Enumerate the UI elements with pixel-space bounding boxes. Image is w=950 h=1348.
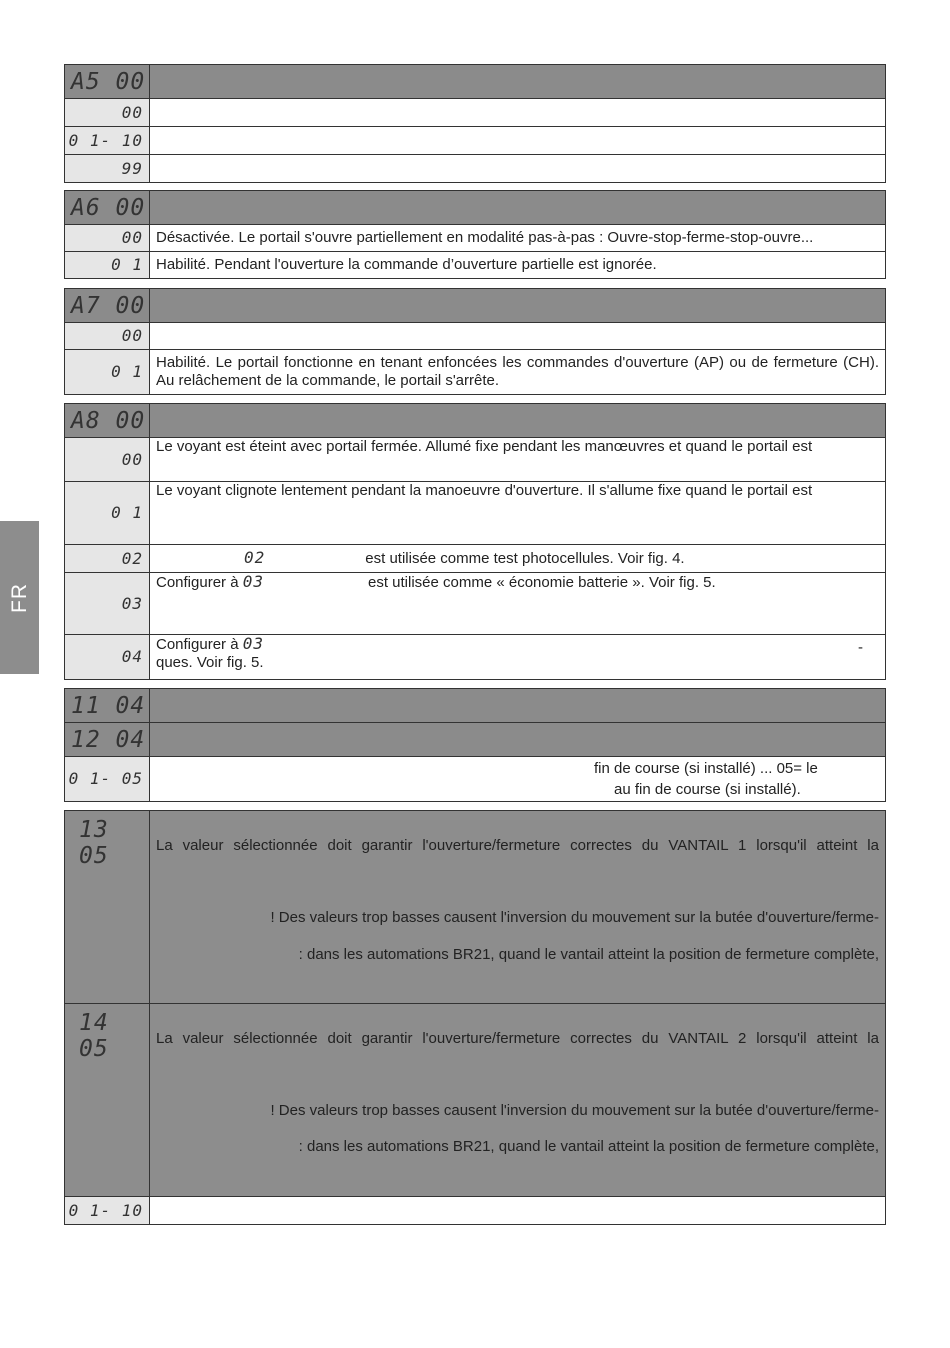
value-code: 04 <box>121 647 143 666</box>
value-code: 0 1 <box>111 255 143 274</box>
description-line-2: au fin de course (si installé). <box>614 781 801 798</box>
description-line-1: La valeur sélectionnée doit garantir l'ouverture/fermeture correctes du VANTAIL 1 lorsqu'il atteint la <box>156 837 879 854</box>
description-prefix: Configurer à <box>156 574 239 591</box>
description-line-3: : dans les automations BR21, quand le vantail atteint la position de fermeture complète, <box>298 946 879 963</box>
inline-code: 03 <box>242 634 264 653</box>
value-code: 03 <box>121 593 143 613</box>
value-description: Désactivée. Le portail s'ouvre partiellement en modalité pas-à-pas : Ouvre-stop-ferme-stop-ouvre... <box>150 225 886 252</box>
value-code: 0 1- 10 <box>68 1200 143 1220</box>
inline-code: 03 <box>242 572 264 591</box>
param-a7-table <box>64 288 886 395</box>
param-14-description <box>150 1004 886 1197</box>
value-description <box>150 127 886 155</box>
value-code: 00 <box>121 102 143 122</box>
description-text: ques. Voir fig. 5. <box>156 654 264 671</box>
value-description <box>150 155 886 183</box>
param-11-12-table <box>64 688 886 802</box>
value-description: Le voyant clignote lentement pendant la manoeuvre d'ouverture. Il s'allume fixe quand le portail est <box>150 482 886 545</box>
param-a6-table <box>64 190 886 279</box>
value-description <box>150 1197 886 1225</box>
inline-code: 02 <box>244 548 266 567</box>
param-code-a8: A8 00 <box>71 407 146 434</box>
language-tab <box>0 521 39 674</box>
value-code: 0 1- 10 <box>68 130 143 150</box>
value-description: Le voyant est éteint avec portail fermée. Allumé fixe pendant les manœuvres et quand le portail est <box>150 438 886 482</box>
value-description <box>150 573 886 635</box>
value-code: 0 1 <box>111 362 143 381</box>
param-code-14: 14 05 <box>79 1010 109 1062</box>
param-code-a5: A5 00 <box>71 68 146 95</box>
description-line-1: La valeur sélectionnée doit garantir l'ouverture/fermeture correctes du VANTAIL 2 lorsqu'il atteint la <box>156 1030 879 1047</box>
value-code: 0 1- 05 <box>68 769 143 788</box>
param-a5-table <box>64 64 886 183</box>
description-line-1: fin de course (si installé) ... 05= le <box>594 760 818 777</box>
description-line-3: : dans les automations BR21, quand le vantail atteint la position de fermeture complète, <box>298 1138 879 1155</box>
value-description <box>150 635 886 680</box>
param-code-13: 13 05 <box>79 817 109 869</box>
param-code-a6: A6 00 <box>71 194 146 221</box>
param-13-14-table <box>64 810 886 1225</box>
value-description <box>150 757 886 802</box>
value-code: 0 1 <box>111 503 143 522</box>
description-text: est utilisée comme test photocellules. Voir fig. 4. <box>365 550 685 567</box>
value-description: Habilité. Pendant l'ouverture la commande d’ouverture partielle est ignorée. <box>150 252 886 279</box>
param-code-12: 12 04 <box>71 726 146 753</box>
description-text: est utilisée comme « économie batterie ». Voir fig. 5. <box>367 574 716 591</box>
description-prefix: Configurer à <box>156 636 239 653</box>
value-description <box>150 99 886 127</box>
description-line-2: ! Des valeurs trop basses causent l'inversion du mouvement sur la butée d'ouverture/ferme- <box>270 909 879 926</box>
language-tab-label: FR <box>7 582 31 613</box>
value-description: Habilité. Le portail fonctionne en tenant enfoncées les commandes d'ouverture (AP) ou de fermeture (CH). Au relâchement de la commande, le portail s'arrête. <box>150 350 886 395</box>
value-code: 00 <box>121 449 143 469</box>
value-code: 00 <box>121 228 143 247</box>
description-line-2: ! Des valeurs trop basses causent l'inversion du mouvement sur la butée d'ouverture/ferme- <box>270 1102 879 1119</box>
param-code-11: 11 04 <box>71 692 146 719</box>
hyphen: - <box>858 639 863 656</box>
value-description <box>150 545 886 573</box>
value-description <box>150 323 886 350</box>
value-code: 00 <box>121 326 143 345</box>
value-code: 99 <box>121 158 143 178</box>
value-code: 02 <box>121 548 143 568</box>
param-13-description <box>150 811 886 1004</box>
param-a8-table <box>64 403 886 680</box>
param-code-a7: A7 00 <box>71 292 146 319</box>
